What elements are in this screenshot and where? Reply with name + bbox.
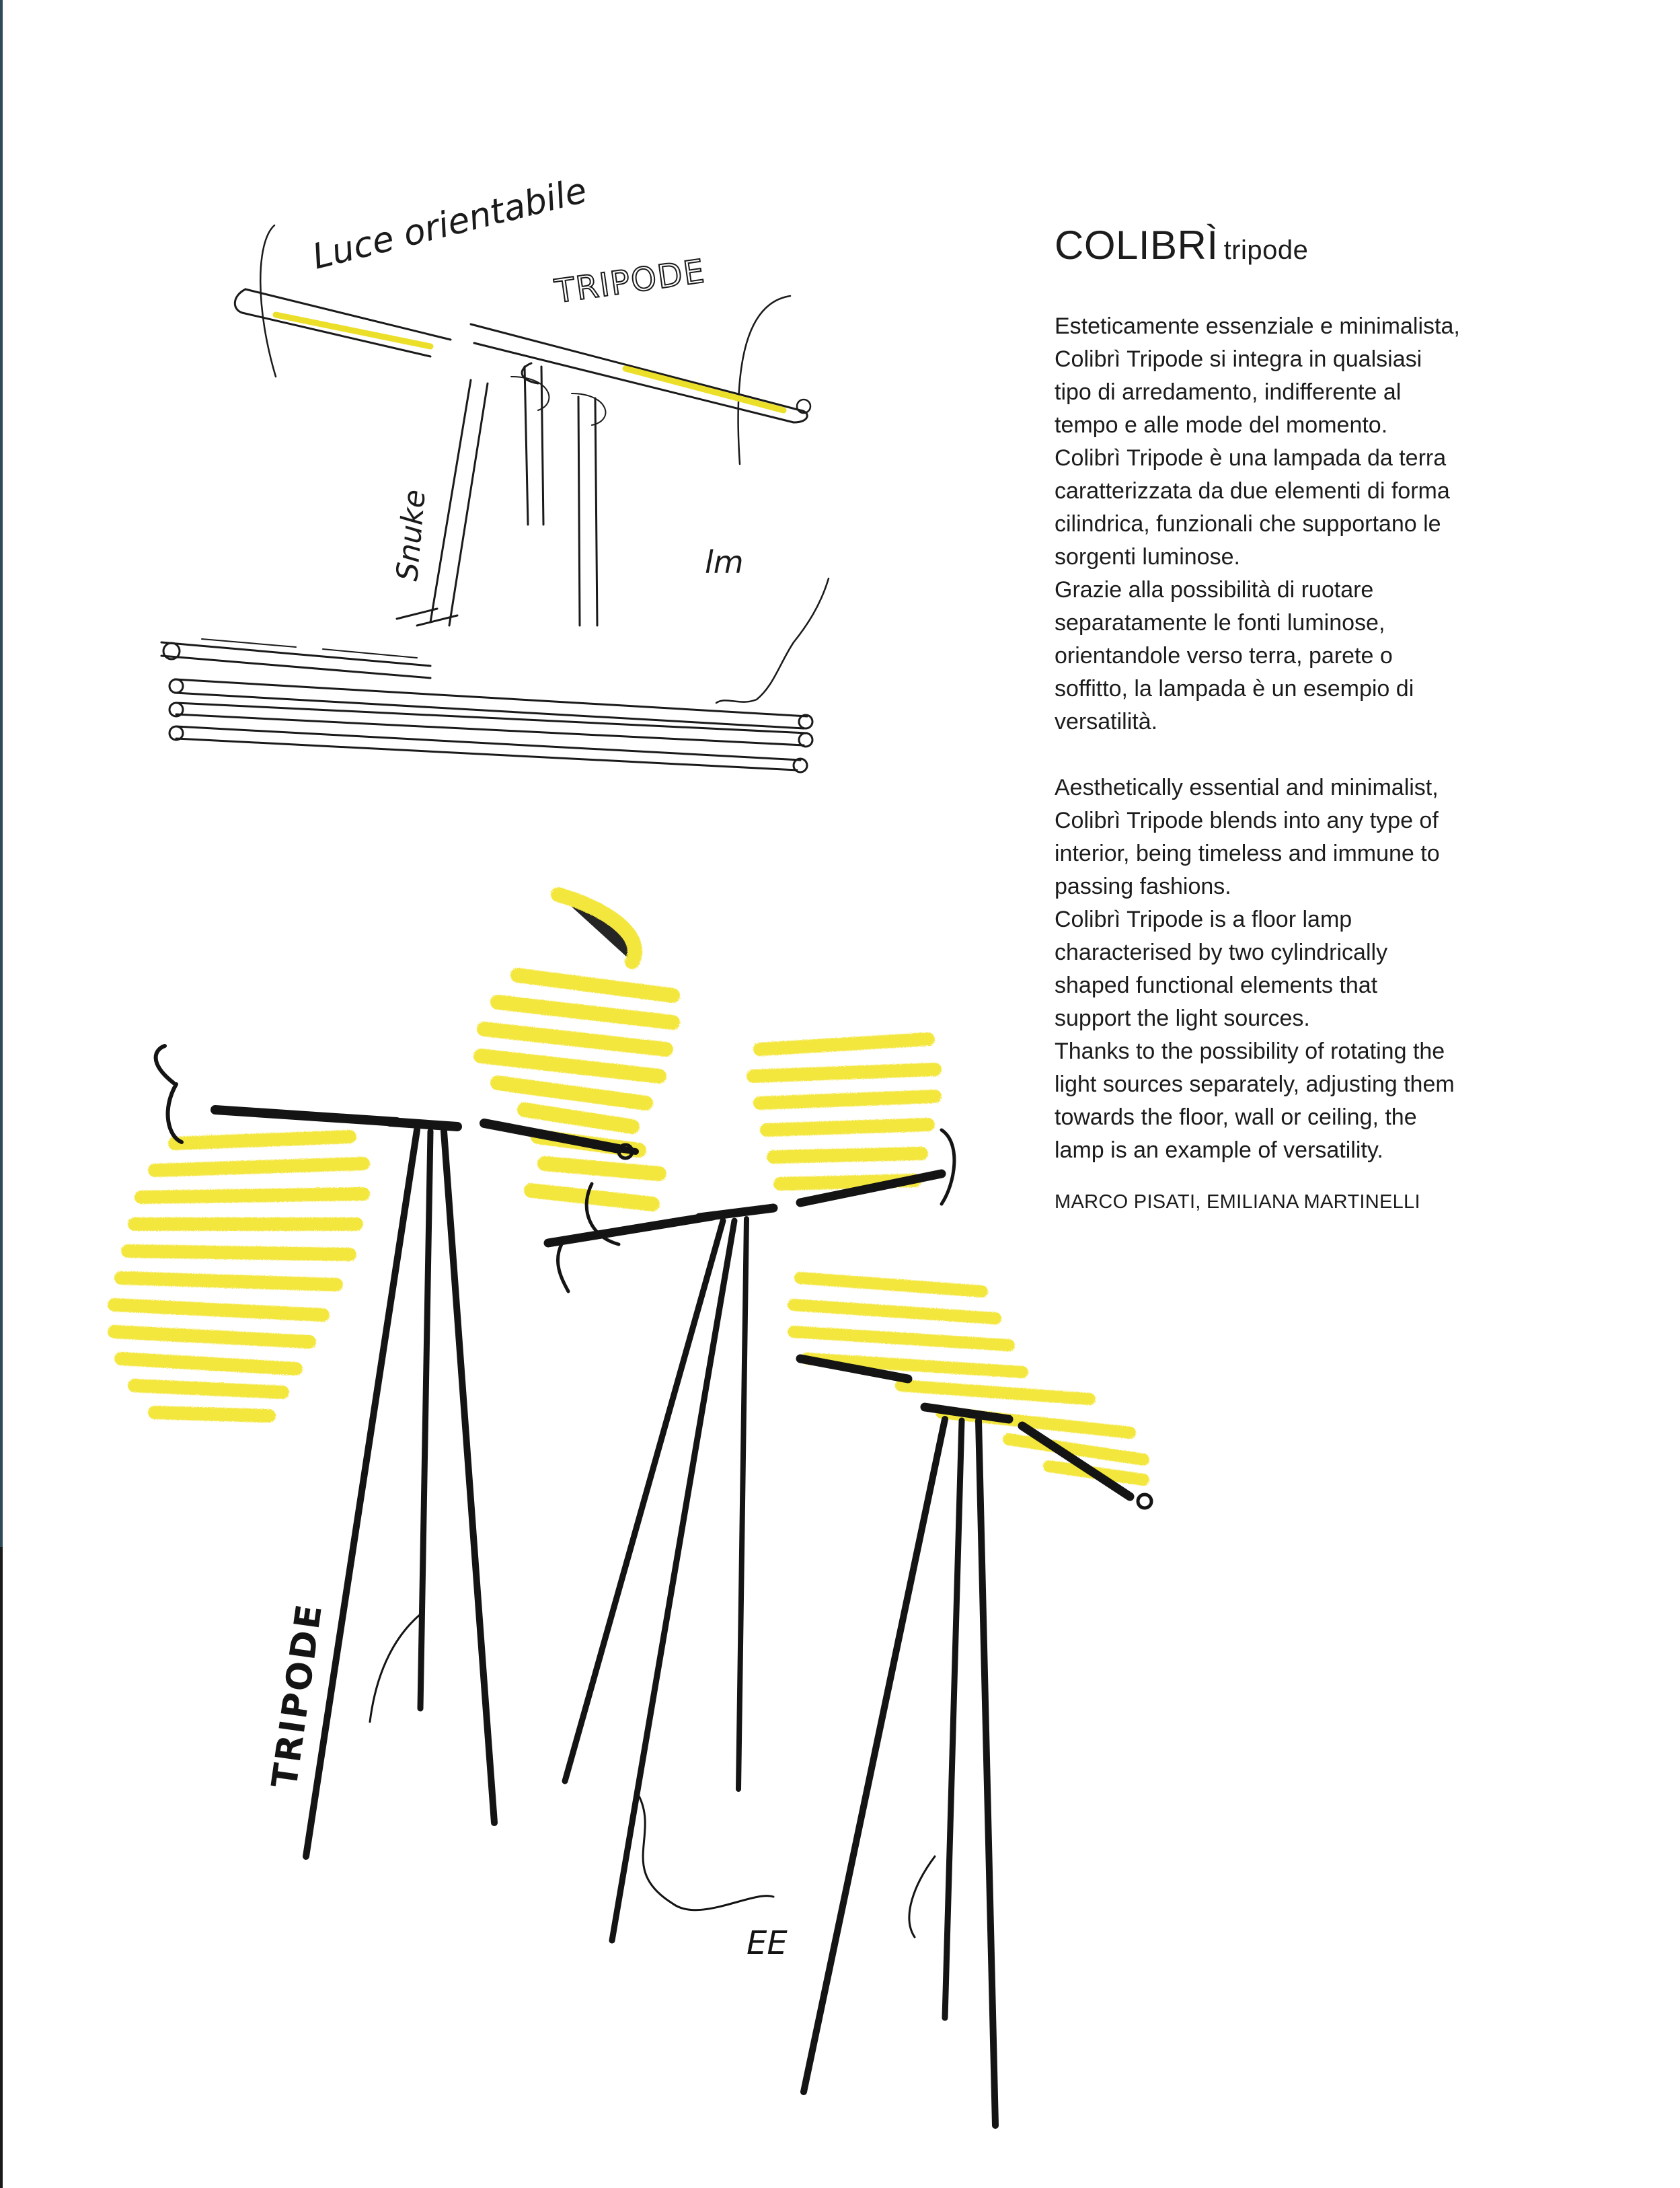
description-english: Aesthetically essential and minimalist, Colibrì Tripode blends into any type of interior, being timeless and immune to passing fashions. Colibrì Tripode is a floor lamp characterised by two cylindrically shaped functional elements that support the light sources. Thanks to the possibility of rotating the light sources separately, adjusting them towards the floor, wall or ceiling, the lamp is an example of versatility.	[1055, 775, 1455, 1163]
top-sketch	[161, 170, 829, 772]
yellow-light-wash	[114, 895, 1143, 1480]
product-name: COLIBRÌ	[1055, 223, 1219, 268]
sketch-label-scribble: lm	[705, 544, 744, 580]
text-column	[1055, 222, 1539, 1213]
sketch-label-vertical: Snuke	[390, 488, 432, 582]
sketch-label-adjustable: Luce orientabile	[308, 170, 591, 278]
sketch-label-tripod-bottom: TRIPODE	[264, 1600, 331, 1790]
sketch-label-tripod: TRIPODE	[552, 252, 708, 311]
product-title	[1055, 222, 1539, 268]
description-italian: Esteticamente essenziale e minimalista, Colibrì Tripode si integra in qualsiasi tipo di arredamento, indifferente al tempo e alle mode del momento. Colibrì Tripode è una lampada da terra caratterizzata da due elementi di forma cilindrica, funzionali che supportano le sorgenti luminose. Grazie alla possibilità di ruotare separatamente le fonti luminose, orientandole verso terra, parete o soffitto, la lampada è un esempio di versatilità.	[1055, 313, 1460, 734]
product-subtitle: tripode	[1223, 235, 1309, 265]
designers-credit: MARCO PISATI, EMILIANA MARTINELLI	[1055, 1191, 1420, 1213]
sketch-signature: EE	[747, 1924, 788, 1962]
